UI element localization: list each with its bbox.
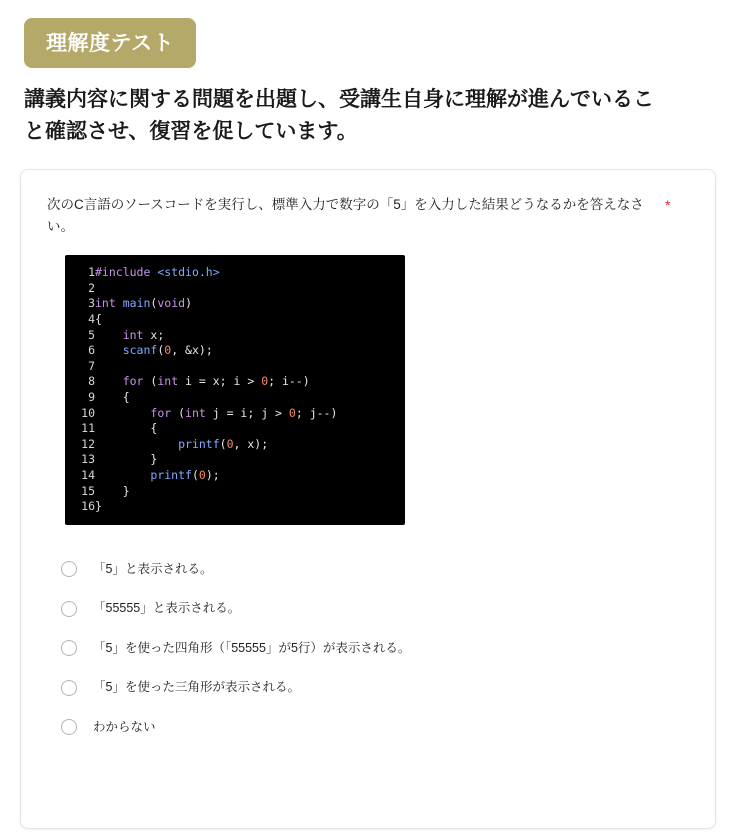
- answer-option-label: 「5」を使った三角形が表示される。: [93, 680, 300, 695]
- radio-button-icon[interactable]: [61, 561, 77, 577]
- code-line-text: {: [95, 311, 102, 326]
- question-card: [20, 169, 716, 829]
- section-badge: 理解度テスト: [24, 18, 196, 68]
- code-line-number: 16: [81, 499, 95, 514]
- code-line: [65, 328, 405, 344]
- code-line-number: 7: [88, 358, 95, 373]
- answer-option[interactable]: [61, 719, 689, 737]
- code-line: [65, 406, 405, 422]
- code-table: [65, 265, 405, 515]
- code-line: [65, 452, 405, 468]
- code-line-text: int main(void): [95, 296, 192, 311]
- code-line-number: 2: [88, 280, 95, 295]
- code-line-text: printf(0, x);: [178, 436, 269, 451]
- question-text: 次のC言語のソースコードを実行し、標準入力で数字の「5」を入力した結果どうなるかを答えなさい。: [47, 197, 644, 234]
- code-line: [65, 499, 405, 515]
- answer-option-label: わからない: [93, 719, 156, 734]
- code-line-text: int x;: [122, 327, 165, 342]
- code-line: [65, 468, 405, 484]
- code-line-text: }: [95, 499, 102, 514]
- page-headline: 講義内容に関する問題を出題し、受講生自身に理解が進んでいること確認させ、復習を促しています。: [24, 88, 654, 143]
- code-line-number: 13: [81, 452, 95, 467]
- code-line-text: scanf(0, &x);: [122, 343, 213, 358]
- question-header: [47, 194, 689, 237]
- code-lines: [65, 265, 405, 515]
- code-line-text: }: [95, 452, 158, 467]
- code-line-number: 1: [88, 265, 95, 280]
- code-line-text: printf(0);: [150, 467, 220, 482]
- code-line-number: 14: [81, 467, 95, 482]
- code-line: [65, 390, 405, 406]
- code-line-number: 9: [88, 389, 95, 404]
- code-line-text: for (int i = x; i > 0; i--): [122, 374, 310, 389]
- code-line-number: 8: [88, 374, 95, 389]
- code-line: [65, 374, 405, 390]
- code-line: [65, 265, 405, 281]
- code-line: [65, 312, 405, 328]
- code-line-number: 3: [88, 296, 95, 311]
- code-line: [65, 296, 405, 312]
- code-line-text: {: [95, 421, 158, 436]
- code-line-number: 4: [88, 311, 95, 326]
- code-line-text: #include <stdio.h>: [95, 265, 220, 280]
- answer-option[interactable]: [61, 600, 689, 618]
- code-line-text: [95, 281, 405, 297]
- radio-button-icon[interactable]: [61, 640, 77, 656]
- radio-button-icon[interactable]: [61, 601, 77, 617]
- code-block: [65, 255, 405, 525]
- answer-option-label: 「5」を使った四角形（「55555」が5行）が表示される。: [93, 640, 411, 655]
- code-line-number: 12: [81, 436, 95, 451]
- code-line-text: for (int j = i; j > 0; j--): [150, 405, 338, 420]
- answer-option-label: 「5」と表示される。: [93, 561, 213, 576]
- required-marker: *: [665, 197, 671, 213]
- code-line-number: 10: [81, 405, 95, 420]
- radio-button-icon[interactable]: [61, 680, 77, 696]
- radio-button-icon[interactable]: [61, 719, 77, 735]
- code-line: [65, 421, 405, 437]
- code-line-number: 5: [88, 327, 95, 342]
- code-line-text: {: [95, 389, 130, 404]
- code-line-text: }: [95, 483, 130, 498]
- code-line-number: 15: [81, 483, 95, 498]
- code-line: [65, 484, 405, 500]
- code-line: [65, 343, 405, 359]
- code-line: [65, 437, 405, 453]
- answer-option[interactable]: [61, 640, 689, 658]
- answer-option[interactable]: [61, 679, 689, 697]
- answer-option-label: 「55555」と表示される。: [93, 601, 241, 616]
- answer-option[interactable]: [61, 561, 689, 579]
- code-line: [65, 359, 405, 375]
- code-line: [65, 281, 405, 297]
- answer-options: [61, 561, 689, 737]
- code-line-number: 6: [88, 343, 95, 358]
- code-line-text: [95, 359, 405, 375]
- code-line-number: 11: [81, 421, 95, 436]
